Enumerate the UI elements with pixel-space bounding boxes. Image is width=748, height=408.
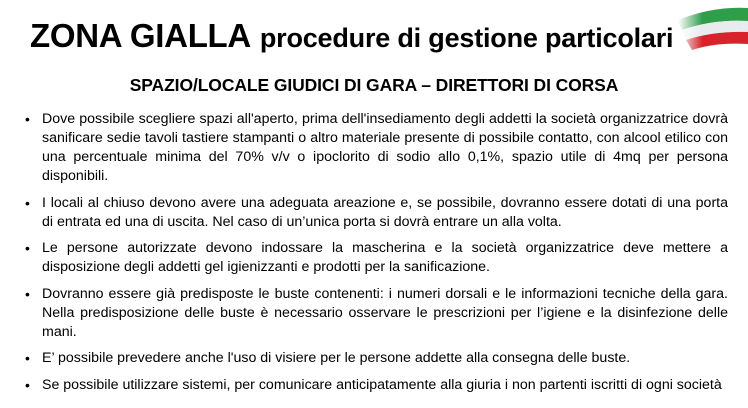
bullet-dot: •	[25, 376, 30, 393]
section-subtitle: SPAZIO/LOCALE GIUDICI DI GARA – DIRETTORI DI CORSA	[129, 75, 619, 95]
title-zone: ZONA GIALLA	[30, 17, 251, 54]
bullet-text: Le persone autorizzate devono indossare la mascherina e la società organizzatrice deve mettere a disposizione degli addetti gel igienizzanti e prodotti per la sanificazione.	[42, 240, 728, 275]
bullet-item	[24, 110, 728, 186]
bullet-text: Se possibile utilizzare sistemi, per comunicare anticipatamente alla giuria i non partenti iscritti di ogni società	[42, 376, 722, 393]
bullet-dot: •	[25, 285, 30, 302]
bullet-item	[24, 285, 728, 342]
bullet-text: I locali al chiuso devono avere una adeguata areazione e, se possibile, dovranno essere dotati di una porta di entrata ed una di uscita. Nel caso di un’unica porta si dovrà entrare un alla volta.	[42, 194, 728, 230]
bullet-item	[24, 239, 728, 277]
title-rest: procedure di gestione particolari	[259, 23, 674, 53]
bullet-item	[24, 376, 728, 395]
bullet-item	[24, 349, 728, 368]
page-title	[30, 16, 710, 58]
bullet-item	[24, 194, 728, 232]
bullet-text: Dove possibile scegliere spazi all'aperto, prima dell'insediamento degli addetti la società organizzatrice dovrà sanificare sedie tavoli tastiere stampanti o altro materiale presente di possibile contatto, con alcool etilico con una percentuale minima del 70% v/v o ipoclorito di sodio allo 0,1%, spazio utile di 4mq per persona disponibili.	[42, 111, 728, 184]
bullet-dot: •	[25, 194, 30, 211]
bullet-text: Dovranno essere già predisposte le buste contenenti: i numeri dorsali e le informazioni tecniche della gara. Nella predisposizione delle buste è necessario osservare le prescrizioni per l’igiene e la disinfezione delle mani.	[42, 285, 728, 340]
bullet-dot: •	[25, 240, 30, 256]
bullet-list	[24, 110, 728, 402]
bullet-dot: •	[25, 350, 30, 366]
bullet-dot: •	[25, 111, 30, 127]
bullet-text: E’ possibile prevedere anche l'uso di visiere per le persone addette alla consegna delle buste.	[42, 350, 631, 366]
